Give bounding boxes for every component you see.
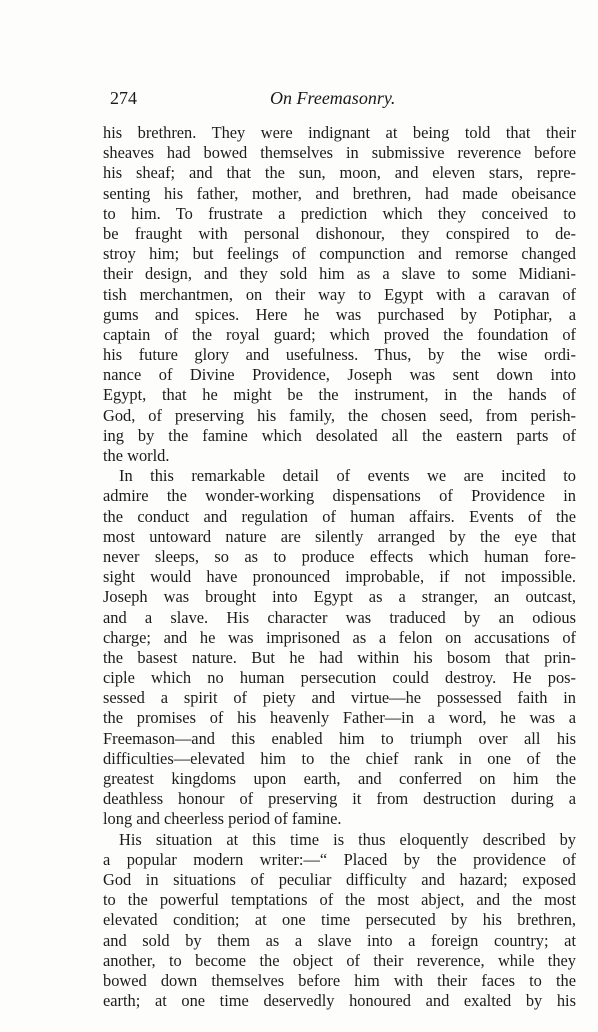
text-line: Egypt, that he might be the instrument, in the hands of — [103, 385, 576, 405]
running-title: On Freemasonry. — [270, 88, 396, 108]
text-line: sessed a spirit of piety and virtue—he possessed faith in — [103, 688, 576, 708]
text-line: his future glory and usefulness. Thus, by the wise ordi- — [103, 345, 576, 365]
text-line: sheaves had bowed themselves in submissive reverence before — [103, 143, 576, 163]
text-line: bowed down themselves before him with their faces to the — [103, 970, 576, 990]
text-line: nance of Divine Providence, Joseph was sent down into — [103, 365, 576, 385]
text-line: most untoward nature are silently arranged by the eye that — [103, 526, 576, 546]
text-line: God, of preserving his family, the chosen seed, from perish- — [103, 405, 576, 425]
text-line: ciple which no human persecution could destroy. He pos- — [103, 668, 576, 688]
text-line: gums and spices. Here he was purchased by Potiphar, a — [103, 304, 576, 324]
text-line: God in situations of peculiar difficulty and hazard; exposed — [103, 869, 576, 889]
text-line: sight would have pronounced improbable, if not impossible. — [103, 567, 576, 587]
text-line: and sold by them as a slave into a foreign country; at — [103, 930, 576, 950]
text-line: his brethren. They were indignant at being told that their — [103, 123, 576, 142]
text-line: the world. — [103, 446, 170, 465]
text-line: the promises of his heavenly Father—in a word, he was a — [103, 708, 576, 728]
text-line: admire the wonder-working dispensations of Providence in — [103, 486, 576, 506]
text-line: to the powerful temptations of the most abject, and the most — [103, 890, 576, 910]
text-line: deathless honour of preserving it from destruction during a — [103, 789, 576, 809]
text-line: their design, and they sold him as a slave to some Midiani- — [103, 264, 576, 284]
body-text — [103, 123, 576, 1011]
text-line: tish merchantmen, on their way to Egypt with a caravan of — [103, 284, 576, 304]
text-line: long and cheerless period of famine. — [103, 809, 342, 829]
text-line: stroy him; but feelings of compunction and remorse changed — [103, 244, 576, 264]
text-line: be fraught with personal dishonour, they conspired to de- — [103, 223, 576, 243]
text-line: difficulties—elevated him to the chief rank in one of the — [103, 748, 576, 768]
text-line: elevated condition; at one time persecuted by his brethren, — [103, 910, 576, 930]
text-line: to him. To frustrate a prediction which they conceived to — [103, 203, 576, 223]
text-line: his sheaf; and that the sun, moon, and eleven stars, repre- — [103, 163, 576, 183]
text-line: ing by the famine which desolated all the eastern parts of — [103, 425, 576, 445]
text-line: In this remarkable detail of events we are incited to — [119, 466, 576, 486]
text-line: His situation at this time is thus eloquently described by — [119, 829, 576, 849]
text-line: Joseph was brought into Egypt as a stranger, an outcast, — [103, 587, 576, 607]
text-line: and a slave. His character was traduced by an odious — [103, 607, 576, 627]
text-line: the conduct and regulation of human affairs. Events of the — [103, 506, 576, 526]
text-line: captain of the royal guard; which proved the foundation of — [103, 324, 576, 344]
text-line: never sleeps, so as to produce effects which human fore- — [103, 546, 576, 566]
text-line: the basest nature. But he had within his bosom that prin- — [103, 647, 576, 667]
text-line: charge; and he was imprisoned as a felon on accusations of — [103, 627, 576, 647]
text-line: a popular modern writer:—“ Placed by the providence of — [103, 849, 576, 869]
text-line: earth; at one time deservedly honoured and exalted by his — [103, 991, 576, 1011]
text-line: senting his father, mother, and brethren, had made obeisance — [103, 183, 576, 203]
page-header — [110, 88, 576, 114]
page-number: 274 — [110, 88, 137, 108]
text-line: another, to become the object of their reverence, while they — [103, 950, 576, 970]
text-line: Freemason—and this enabled him to triumph over all his — [103, 728, 576, 748]
text-line: greatest kingdoms upon earth, and conferred on him the — [103, 769, 576, 788]
